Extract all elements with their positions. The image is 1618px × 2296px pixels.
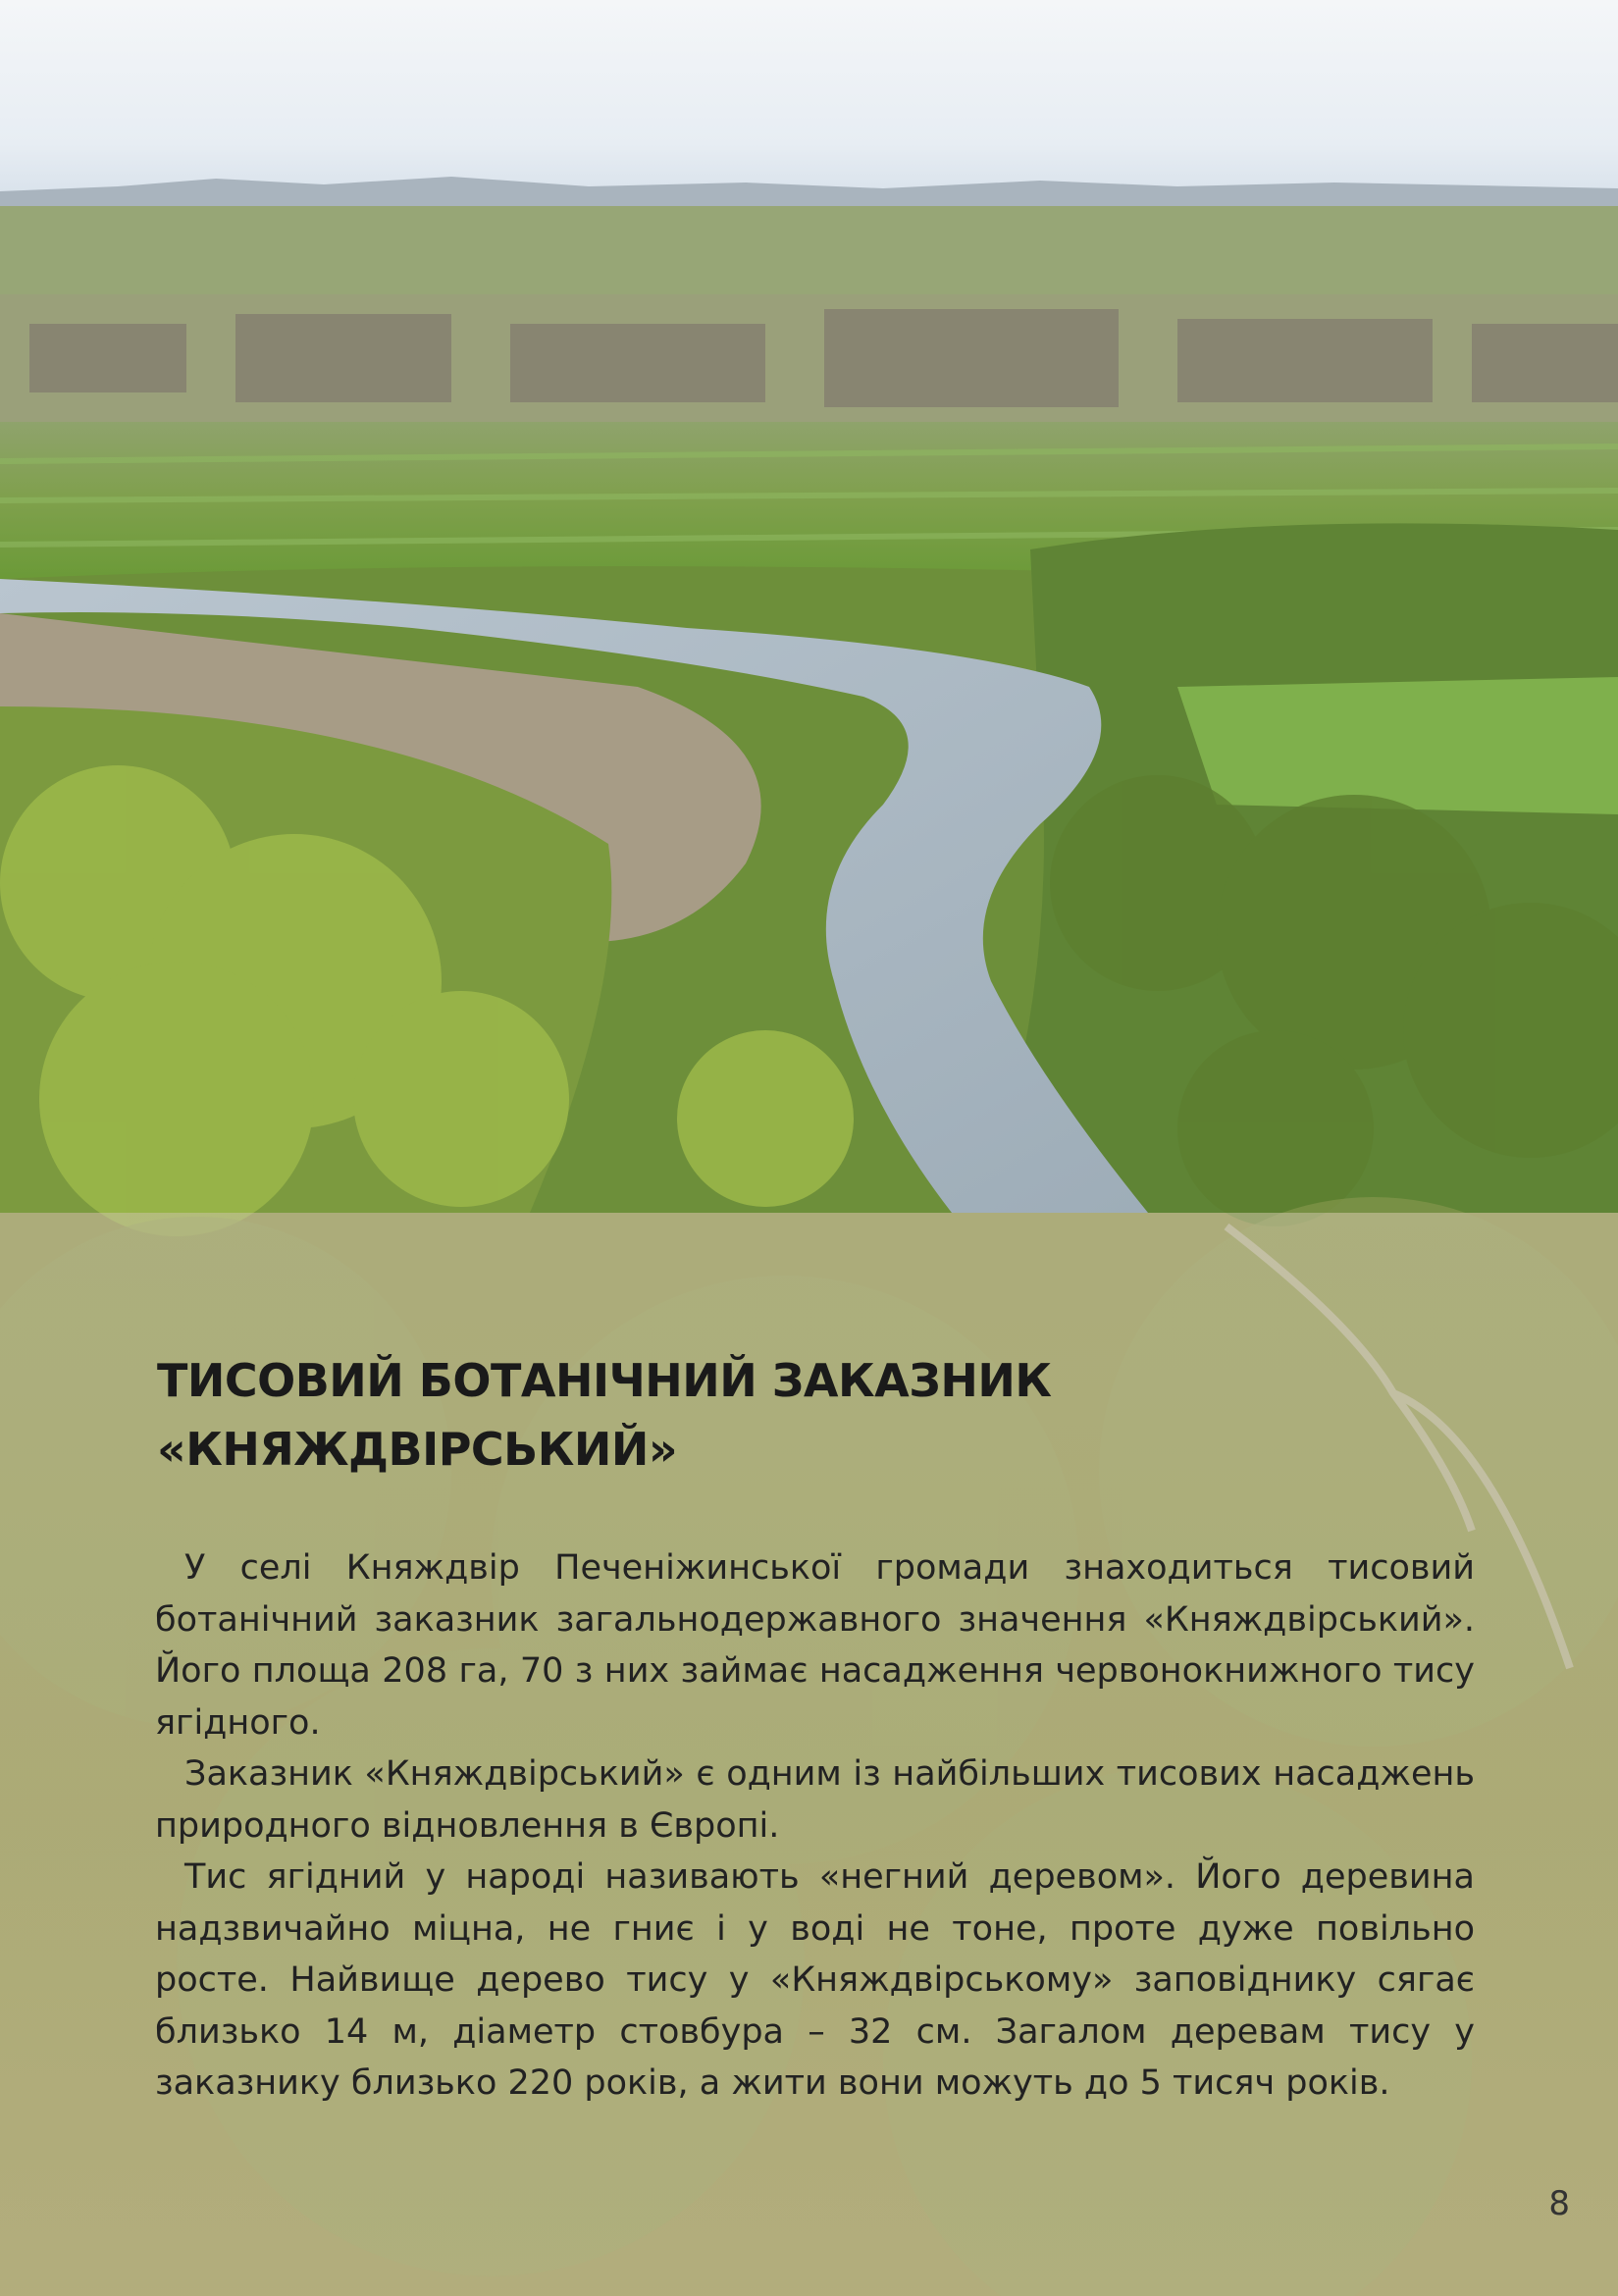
body-text xyxy=(155,1542,1475,2110)
page-title-line-2: «КНЯЖДВІРСЬКИЙ» xyxy=(157,1423,678,1476)
paragraph-3: Тис ягідний у народі називають «негний деревом». Його деревина надзвичайно міцна, не гниє і у воді не тоне, проте дуже повільно росте. Найвище дерево тису у «Княждвірському» заповіднику сягає близько 14 м, діаметр стовбура – 32 см. Загалом деревам тису у заказнику близько 220 років, а жити вони можуть до 5 тисяч років. xyxy=(155,1857,1475,2103)
page-title-line-1: ТИСОВИЙ БОТАНІЧНИЙ ЗАКАЗНИК xyxy=(157,1354,1052,1407)
page-number: 8 xyxy=(1548,2184,1570,2223)
paragraph-2: Заказник «Княждвірський» є одним із найбільших тисових насаджень природного відновлення в Європі. xyxy=(155,1754,1475,1846)
page-title xyxy=(157,1346,1452,1484)
paragraph-1: У селі Княждвір Печеніжинської громади знаходиться тисовий ботанічний заказник загальнодержавного значення «Княждвірський». Його площа 208 га, 70 з них займає насадження червонокнижного тису ягідного. xyxy=(155,1548,1475,1743)
